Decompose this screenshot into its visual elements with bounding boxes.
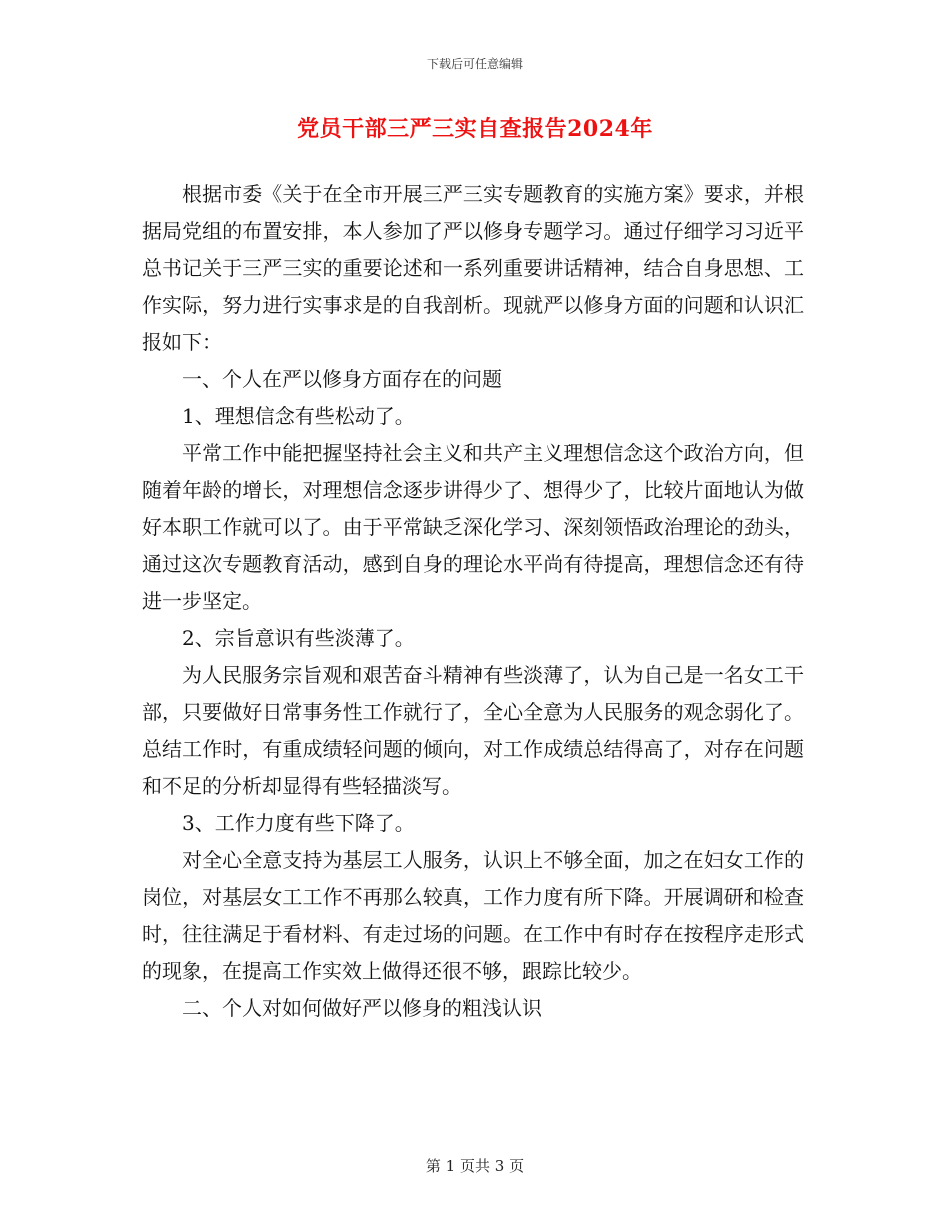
paragraph-2: 为人民服务宗旨观和艰苦奋斗精神有些淡薄了，认为自己是一名女工干部，只要做好日常事务性工作就行了，全心全意为人民服务的观念弱化了。总结工作时，有重成绩轻问题的倾向，对工作成绩总结得高了，对存在问题和不足的分析却显得有些轻描淡写。 <box>142 663 804 798</box>
header-note: 下载后可任意编辑 <box>426 57 523 71</box>
paragraph-1: 平常工作中能把握坚持社会主义和共产主义理想信念这个政治方向，但随着年龄的增长，对理想信念逐步讲得少了、想得少了，比较片面地认为做好本职工作就可以了。由于平常缺乏深化学习、深刻领悟政治理论的劲头，通过这次专题教育活动，感到自身的理论水平尚有待提高，理想信念还有待进一步坚定。 <box>142 441 804 613</box>
section-heading-1: 一、个人在严以修身方面存在的问题 <box>182 367 502 391</box>
document-title: 党员干部三严三实自查报告2024年 <box>297 116 653 142</box>
page-footer: 第 1 页共 3 页 <box>425 1157 525 1175</box>
subheading-1: 1、理想信念有些松动了。 <box>182 404 415 428</box>
section-heading-2: 二、个人对如何做好严以修身的粗浅认识 <box>182 996 542 1020</box>
subheading-2: 2、宗旨意识有些淡薄了。 <box>182 626 415 650</box>
paragraph-intro: 根据市委《关于在全市开展三严三实专题教育的实施方案》要求，并根据局党组的布置安排，本人参加了严以修身专题学习。通过仔细学习习近平总书记关于三严三实的重要论述和一系列重要讲话精神，结合自身思想、工作实际，努力进行实事求是的自我剖析。现就严以修身方面的问题和认识汇报如下： <box>142 182 804 354</box>
document-body <box>142 176 804 1027</box>
subheading-3: 3、工作力度有些下降了。 <box>182 811 415 835</box>
paragraph-3: 对全心全意支持为基层工人服务，认识上不够全面，加之在妇女工作的岗位，对基层女工工作不再那么较真，工作力度有所下降。开展调研和检查时，往往满足于看材料、有走过场的问题。在工作中有时存在按程序走形式的现象，在提高工作实效上做得还很不够，跟踪比较少。 <box>142 848 804 983</box>
